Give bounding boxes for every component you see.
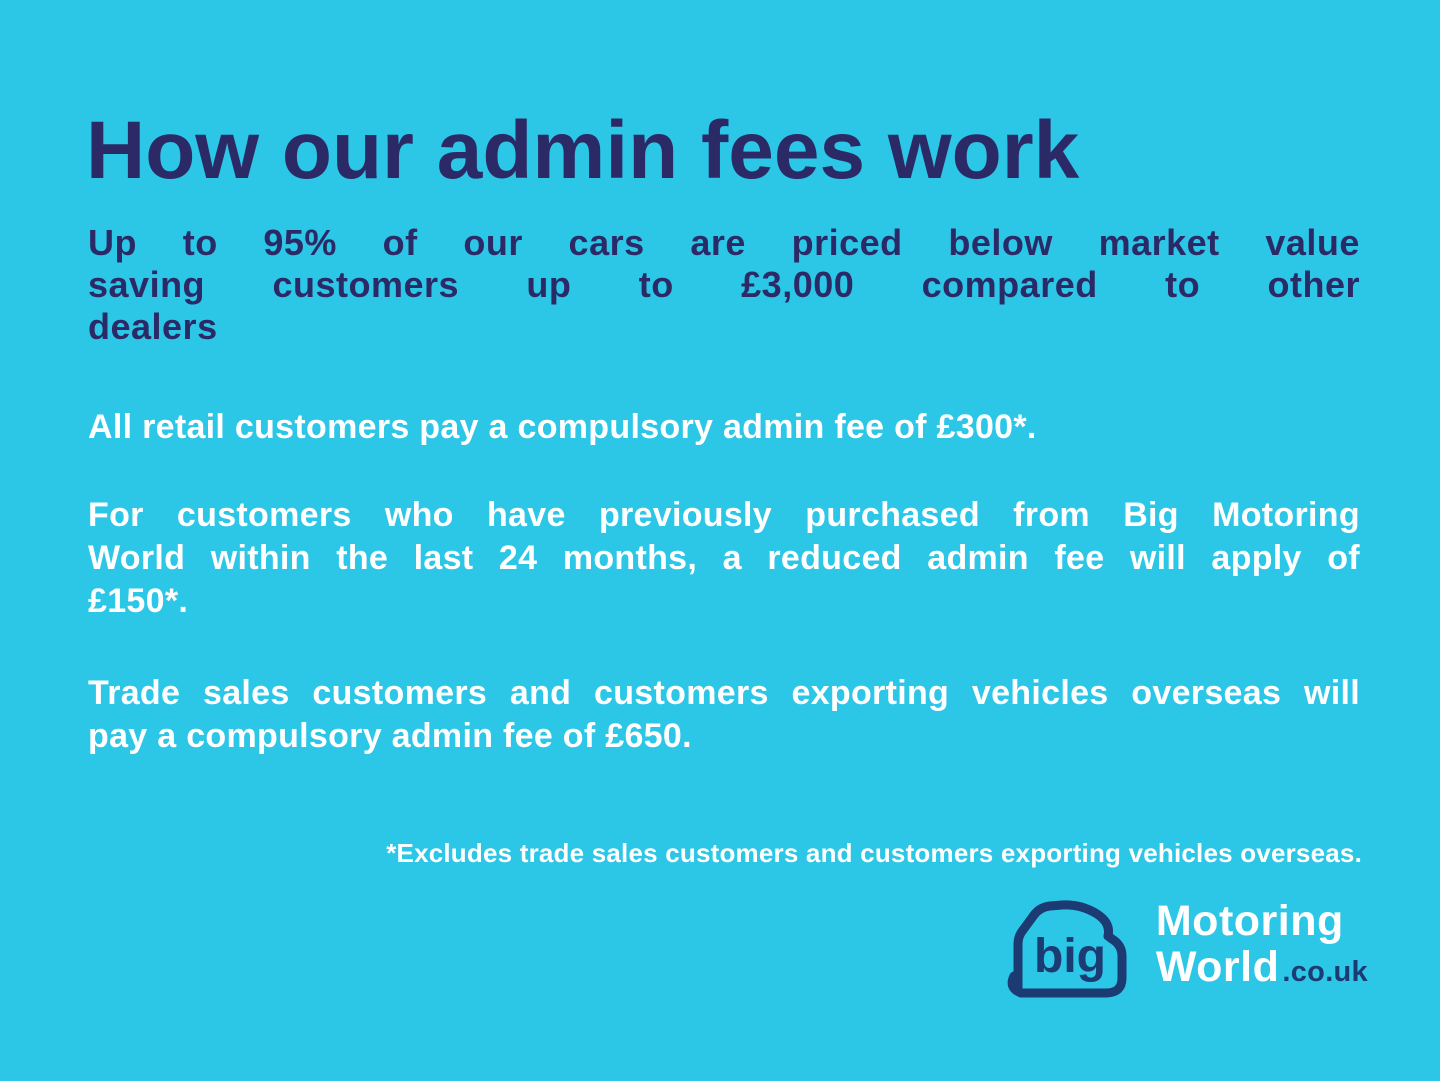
page-title: How our admin fees work bbox=[86, 105, 1080, 196]
logo-big-text: big bbox=[1033, 930, 1106, 983]
paragraph-returning-customer-fee: For customers who have previously purchased from Big Motoring World within the last 24 months, a reduced admin fee will apply of £150*. bbox=[88, 496, 1360, 620]
car-outline-icon bbox=[1006, 896, 1148, 1002]
logo-motoring-text: Motoring bbox=[1155, 897, 1344, 945]
logo-world-text: World bbox=[1155, 943, 1280, 991]
subheading-market-value: Up to 95% of our cars are priced below market value saving customers up to £3,000 compared to other dealers bbox=[88, 222, 1360, 347]
paragraph-retail-admin-fee: All retail customers pay a compulsory admin fee of £300*. bbox=[88, 408, 1037, 446]
logo-domain-text: .co.uk bbox=[1282, 956, 1368, 988]
logo-wordmark bbox=[1156, 896, 1368, 995]
brand-logo bbox=[1006, 896, 1368, 1002]
paragraph-trade-export-fee: Trade sales customers and customers exporting vehicles overseas will pay a compulsory admin fee of £650. bbox=[88, 674, 1360, 755]
footnote-exclusions: *Excludes trade sales customers and customers exporting vehicles overseas. bbox=[386, 838, 1362, 868]
